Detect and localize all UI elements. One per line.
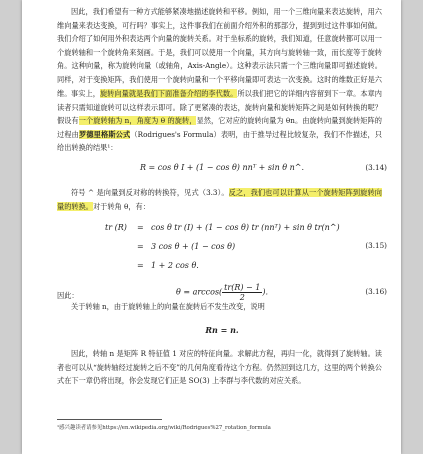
- equation-rn-n: [57, 325, 387, 339]
- footnote: ¹感兴趣读者请参见https://en.wikipedia.org/wiki/Rodrigues%27_rotation_formula: [57, 425, 271, 431]
- trace-row-3: 1 + 2 cos θ.: [151, 261, 199, 270]
- rodrigues-formula: R = cos θ I + (1 − cos θ) nnᵀ + sin θ n^.: [139, 163, 305, 172]
- paragraph-lie-algebra: [57, 87, 382, 155]
- para2-text-3: 显然，它对应的旋转向量为 θn。由旋转向量到旋转矩阵的过程由: [57, 116, 382, 139]
- paragraph-inverse: [57, 186, 382, 213]
- highlight-rotation-axis: 一个旋转轴为 n，角度为 θ 的旋转，: [78, 116, 197, 126]
- para3-text-2: 对于转角 θ，有：: [92, 201, 150, 211]
- trace-lhs: tr (R): [105, 223, 127, 232]
- para3-text-1: 符号 ^ 是向量到反对称的转换符，见式（3.3）。: [71, 188, 229, 197]
- equation-number: (3.16): [365, 287, 387, 296]
- equation-3-15: [57, 221, 387, 281]
- para2-text-1: 事实上，: [71, 89, 100, 98]
- equation-number: (3.15): [365, 241, 387, 250]
- document-page: [22, 0, 401, 454]
- highlight-lie-algebra: 旋转向量就是我们下面准备介绍的李代数。: [99, 89, 238, 98]
- fraction-numerator: tr(R) − 1: [224, 283, 261, 292]
- para2-text-2: 所以我们把它的详细内容留到下一章。本章内读者只需知道旋转可以这样表示即可。除了更紧凑的表达，旋转向量和旋转矩阵之间是如何转换的呢？假设有: [57, 89, 382, 126]
- footnote-rule: [57, 419, 162, 420]
- highlight-inverse-conversion: 反之，我们也可以计算从一个旋转矩阵到旋转向量的转换。: [57, 188, 382, 211]
- para2-text-4: （Rodrigues's Formula）表明，由于推导过程比较复杂，我们不作描述，只给出转换的结果¹：: [57, 129, 382, 153]
- fraction-denominator: 2: [239, 293, 245, 302]
- eq-sign-3: =: [137, 261, 144, 270]
- paragraph-rotation-vector-intro: 因此，我们希望有一种方式能够紧凑地描述旋转和平移。例如，用一个三维向量来表达旋转，用六维向量来表达变换，可行吗？事实上，这件事我们在前面介绍外积的那部分，提到到过这件事如何做。我们介绍了如何用外积表达两个向量的旋转关系。对于坐标系的旋转，我们知道，任意旋转都可以用一个旋转轴和一个旋转角来刻画。于是，我们可以使用一个向量，其方向与旋转轴一致，而长度等于旋转角。这种向量，称为旋转向量（或轴角，Axis-Angle）。这种表示法只需一个三维向量即可描述旋转。同样，对于变换矩阵，我们使用一个旋转向量和一个平移向量即可表达一次变换。这时的维数正好是六维。: [57, 7, 382, 98]
- paragraph-therefore: 因此：: [57, 291, 79, 300]
- eq-sign-1: =: [137, 223, 144, 232]
- trace-row-2: 3 cos θ + (1 − cos θ): [151, 242, 236, 251]
- equation-number: (3.14): [365, 163, 387, 172]
- eq-sign-2: =: [137, 242, 144, 251]
- paragraph-eigenvector: 因此，转轴 n 是矩阵 R 特征值 1 对应的特征向量。求解此方程，再归一化，就得到了旋转轴。读者也可以从“旋转轴经过旋转之后不变”的几何角度看待这个方程。仍然回到这几方，这里的两个转换公式在下一章仍将出现，你会发现它们正是 SO(3) 上李群与李代数的对应关系。: [57, 349, 382, 386]
- highlight-rodrigues: 罗德里格斯公式: [79, 129, 131, 139]
- paragraph-axis: 关于转轴 n，由于旋转轴上的向量在旋转后不发生改变，说明: [71, 302, 265, 311]
- equation-3-14: [57, 163, 387, 177]
- arccos-lhs: θ = arccos(: [175, 287, 223, 297]
- trace-row-1: cos θ tr (I) + (1 − cos θ) tr (nnᵀ) + sin θ tr(n^): [151, 223, 340, 232]
- arccos-rhs: ).: [262, 287, 269, 297]
- axis-invariance-formula: Rn = n.: [205, 325, 239, 335]
